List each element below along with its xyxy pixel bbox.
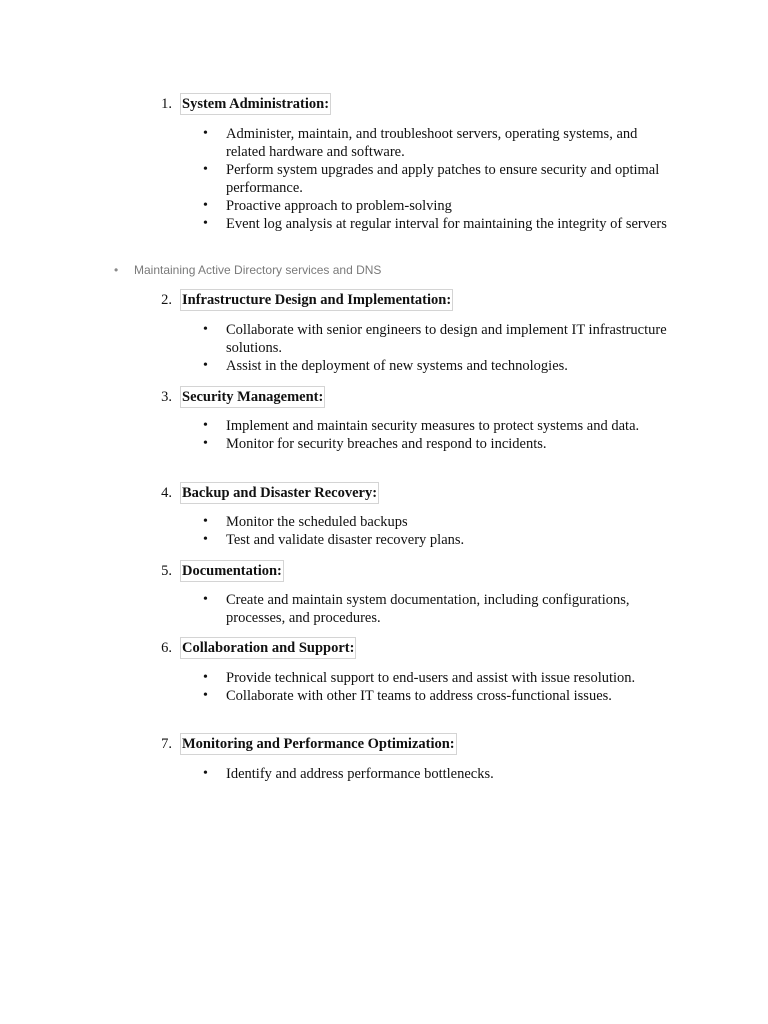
bullet-icon: • (203, 418, 208, 433)
list-item-text: Provide technical support to end-users and assist with issue resolution. (226, 670, 636, 686)
bullet-icon: • (203, 358, 208, 373)
list-item-text: Implement and maintain security measures to protect systems and data. (226, 418, 640, 434)
section-number: 1. (161, 96, 172, 112)
list-item-text: Collaborate with senior engineers to design and implement IT infrastructure solutions. (226, 322, 667, 356)
bullet-icon: • (203, 162, 208, 177)
section-number: 5. (161, 563, 172, 579)
section-number: 7. (161, 736, 172, 752)
list-item (0, 687, 768, 705)
section-number: 3. (161, 389, 172, 405)
bullet-icon: • (203, 514, 208, 529)
list-item (0, 765, 768, 783)
section-number: 4. (161, 485, 172, 501)
bullet-list (0, 591, 768, 627)
section-heading: Documentation: (180, 560, 284, 582)
list-item (0, 161, 768, 197)
list-item (0, 513, 768, 531)
list-item-text: Monitor the scheduled backups (226, 514, 408, 530)
bullet-icon: • (203, 322, 208, 337)
bullet-icon: • (203, 126, 208, 141)
bullet-list (0, 417, 768, 453)
list-item-text: Create and maintain system documentation, including configurations, processes, and procedures. (226, 592, 630, 626)
list-item-text: Identify and address performance bottlenecks. (226, 766, 494, 782)
list-item (0, 591, 768, 627)
bullet-icon: • (114, 263, 119, 277)
list-item (0, 669, 768, 687)
list-item-text: Monitor for security breaches and respond to incidents. (226, 436, 547, 452)
section-heading: Collaboration and Support: (180, 637, 356, 659)
list-item-text: Assist in the deployment of new systems and technologies. (226, 358, 568, 374)
bullet-list (0, 321, 768, 375)
list-item (0, 321, 768, 357)
bullet-list (0, 765, 768, 783)
list-item (0, 531, 768, 549)
list-item-text: Proactive approach to problem-solving (226, 198, 452, 214)
section-heading: Backup and Disaster Recovery: (180, 482, 379, 504)
section-number: 2. (161, 292, 172, 308)
section-heading: Monitoring and Performance Optimization: (180, 733, 457, 755)
section-heading: Security Management: (180, 386, 325, 408)
list-item (0, 215, 768, 233)
bullet-icon: • (203, 198, 208, 213)
bullet-icon: • (203, 688, 208, 703)
bullet-icon: • (203, 532, 208, 547)
list-item (0, 125, 768, 161)
bullet-icon: • (203, 592, 208, 607)
bullet-list (0, 669, 768, 705)
list-item (0, 197, 768, 215)
section-heading: Infrastructure Design and Implementation: (180, 289, 453, 311)
section-heading: System Administration: (180, 93, 331, 115)
list-item-text: Test and validate disaster recovery plans. (226, 532, 465, 548)
list-item-text: Perform system upgrades and apply patches to ensure security and optimal performance. (226, 162, 660, 196)
list-item (0, 435, 768, 453)
bullet-icon: • (203, 216, 208, 231)
bullet-icon: • (203, 670, 208, 685)
stray-note-text: Maintaining Active Directory services and DNS (134, 263, 382, 277)
list-item-text: Event log analysis at regular interval for maintaining the integrity of servers (226, 216, 667, 232)
bullet-icon: • (203, 436, 208, 451)
list-item (0, 357, 768, 375)
stray-note (114, 262, 381, 278)
bullet-list (0, 513, 768, 549)
section-number: 6. (161, 640, 172, 656)
bullet-list (0, 125, 768, 233)
list-item-text: Administer, maintain, and troubleshoot servers, operating systems, and related hardware and software. (226, 126, 638, 160)
bullet-icon: • (203, 766, 208, 781)
list-item (0, 417, 768, 435)
list-item-text: Collaborate with other IT teams to address cross-functional issues. (226, 688, 612, 704)
